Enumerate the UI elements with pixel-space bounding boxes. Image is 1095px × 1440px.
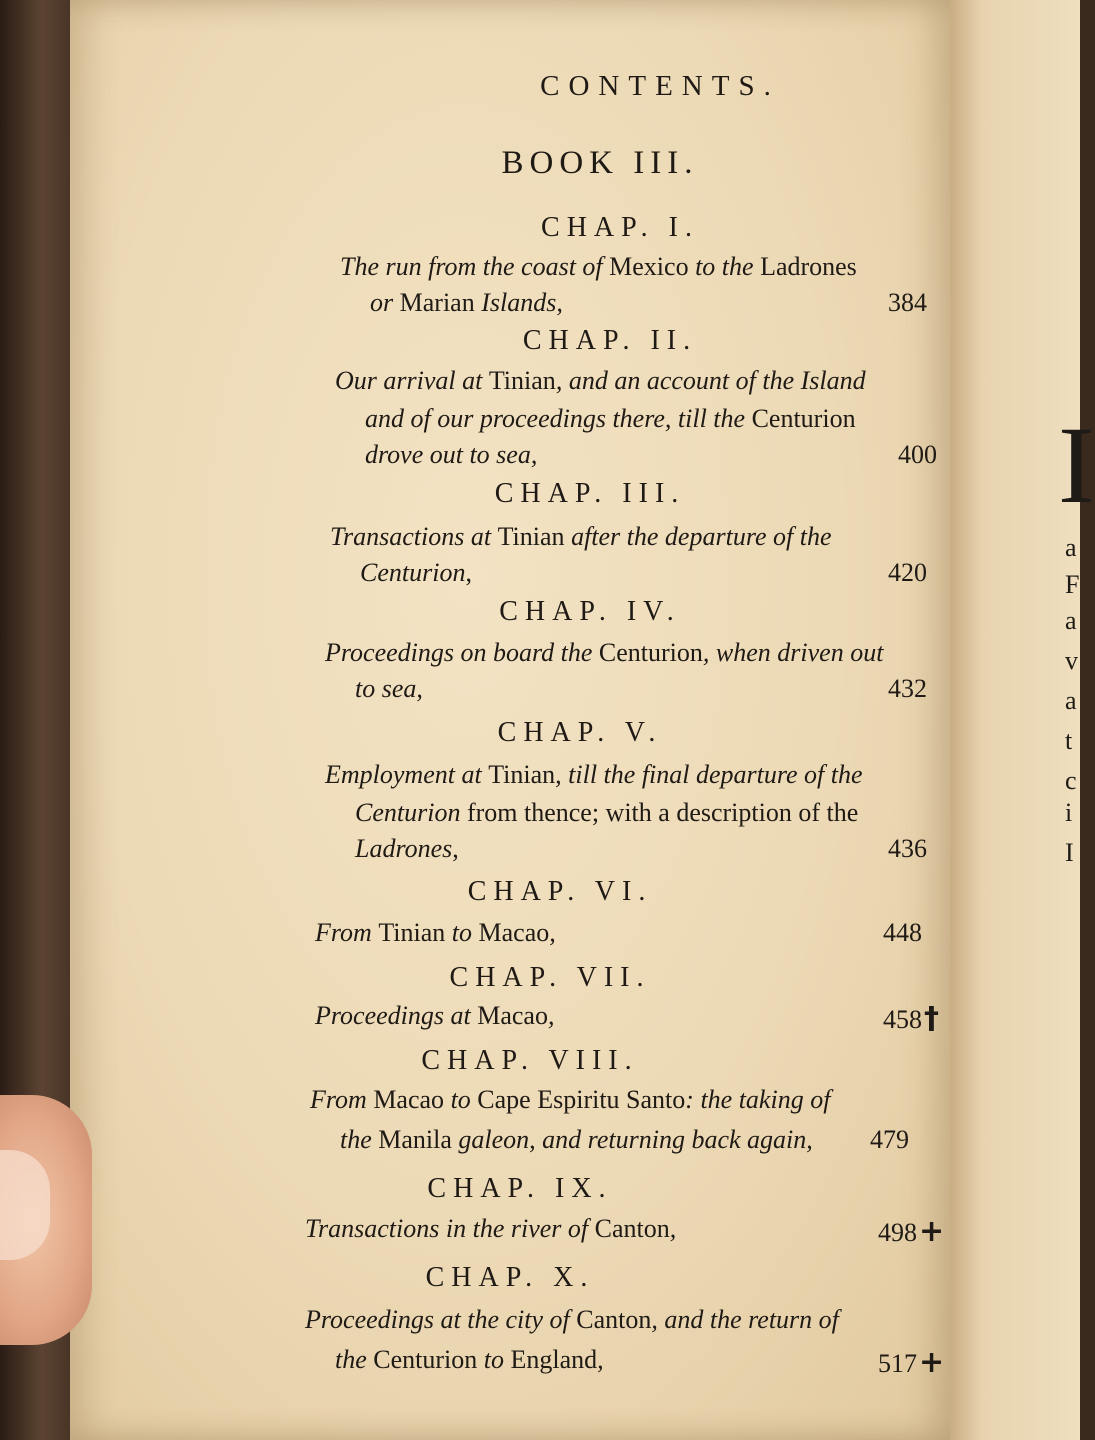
description-text: to the bbox=[688, 252, 761, 281]
left-book-page bbox=[70, 0, 950, 1440]
handwritten-mark: † bbox=[924, 1001, 939, 1036]
running-head: CONTENTS. bbox=[540, 70, 780, 102]
description-text: to sea, bbox=[355, 674, 423, 703]
description-text: : the taking of bbox=[685, 1085, 831, 1114]
place-name: Centurion bbox=[598, 638, 703, 667]
description-text: the bbox=[340, 1125, 379, 1154]
facing-page-letter: F bbox=[1065, 570, 1080, 599]
page-number bbox=[883, 918, 922, 948]
description-text: drove out to sea, bbox=[365, 440, 538, 469]
facing-page-letter: i bbox=[1065, 798, 1073, 827]
place-name: England bbox=[510, 1345, 598, 1374]
description-text: Ladrones bbox=[355, 834, 453, 863]
description-text: the bbox=[335, 1345, 374, 1374]
description-text: Transactions at bbox=[330, 522, 498, 551]
table-of-contents bbox=[300, 0, 945, 1440]
chapter-description-line bbox=[315, 918, 556, 948]
handwritten-mark: + bbox=[919, 1345, 945, 1380]
description-text: , bbox=[547, 1001, 555, 1030]
page-number-value: 420 bbox=[888, 558, 927, 587]
facing-page-letter: v bbox=[1065, 646, 1078, 675]
description-text: after the departure of the bbox=[564, 522, 832, 551]
description-text: , and an account of the Island bbox=[555, 366, 866, 395]
description-text: to bbox=[477, 1345, 511, 1374]
page-number bbox=[898, 440, 937, 470]
description-text: Centurion bbox=[355, 798, 461, 827]
chapter-description-line bbox=[305, 1214, 676, 1244]
page-number bbox=[883, 1001, 939, 1036]
chapter-heading: CHAP. X. bbox=[425, 1262, 595, 1293]
description-text: From bbox=[310, 1085, 374, 1114]
place-name: Macao bbox=[477, 1001, 548, 1030]
chapter-description-line bbox=[310, 1085, 830, 1115]
description-text: , when driven out bbox=[702, 638, 884, 667]
chapter-description-line bbox=[315, 1001, 554, 1031]
description-text: , bbox=[597, 1345, 604, 1374]
facing-page-letter: a bbox=[1065, 686, 1077, 715]
place-name: , bbox=[465, 558, 472, 587]
page-number-value: 436 bbox=[888, 834, 927, 863]
description-text: , and the return of bbox=[651, 1305, 839, 1334]
place-name: Tinian bbox=[497, 522, 565, 551]
facing-page-letter: a bbox=[1065, 606, 1077, 635]
page-number bbox=[888, 674, 927, 704]
page-number-value: 384 bbox=[888, 288, 927, 317]
page-number bbox=[878, 1214, 944, 1249]
page-number bbox=[870, 1125, 909, 1155]
chapter-description-line bbox=[325, 760, 863, 790]
description-text: Employment at bbox=[325, 760, 489, 789]
chapter-description-line bbox=[335, 366, 866, 396]
facing-page bbox=[950, 0, 1095, 1440]
description-text: Proceedings on board the bbox=[325, 638, 599, 667]
description-text: , bbox=[669, 1214, 677, 1243]
place-name: , bbox=[452, 834, 459, 863]
chapter-description-line bbox=[340, 252, 857, 282]
page-number-value: 458 bbox=[883, 1005, 922, 1034]
chapter-heading: CHAP. III. bbox=[494, 478, 686, 509]
chapter-description-line bbox=[365, 404, 856, 434]
place-name: Ladrones bbox=[760, 252, 857, 281]
chapter-description-line bbox=[370, 288, 563, 318]
chapter-description-line bbox=[325, 638, 883, 668]
place-name: Macao bbox=[373, 1085, 445, 1114]
description-text: Islands, bbox=[474, 288, 563, 317]
place-name: Centurion bbox=[751, 404, 856, 433]
chapter-heading: CHAP. I. bbox=[541, 212, 699, 243]
page-number-value: 517 bbox=[878, 1349, 917, 1378]
place-name: Marian bbox=[399, 288, 475, 317]
place-name: Tinian bbox=[488, 366, 556, 395]
place-name: Macao bbox=[478, 918, 550, 947]
chapter-heading: CHAP. VII. bbox=[449, 962, 651, 993]
page-number bbox=[888, 288, 927, 318]
chapter-description-line bbox=[340, 1125, 813, 1155]
description-text: Proceedings at bbox=[315, 1001, 478, 1030]
description-text: to bbox=[445, 918, 479, 947]
page-number-value: 432 bbox=[888, 674, 927, 703]
description-text: , bbox=[549, 918, 556, 947]
chapter-description-line bbox=[365, 440, 537, 470]
page-number bbox=[878, 1345, 944, 1380]
chapter-description-line bbox=[355, 834, 459, 864]
facing-page-letter: c bbox=[1065, 766, 1077, 795]
place-name: Centurion bbox=[373, 1345, 478, 1374]
place-name: from thence; with a description of the bbox=[460, 798, 859, 827]
chapter-heading: CHAP. IX. bbox=[427, 1173, 613, 1204]
chapter-heading: CHAP. II. bbox=[522, 325, 698, 356]
facing-page-letter: I bbox=[1065, 838, 1074, 867]
description-text: galeon, and returning back again, bbox=[451, 1125, 813, 1154]
description-text: From bbox=[315, 918, 379, 947]
chapter-description-line bbox=[355, 798, 858, 828]
page-number-value: 448 bbox=[883, 918, 922, 947]
page-number-value: 498 bbox=[878, 1218, 917, 1247]
place-name: Cape Espiritu Santo bbox=[477, 1085, 686, 1114]
description-text: Our arrival at bbox=[335, 366, 489, 395]
description-text: to bbox=[444, 1085, 478, 1114]
description-text: Transactions in the river of bbox=[305, 1214, 595, 1243]
description-text: Proceedings at the city of bbox=[305, 1305, 577, 1334]
page-number bbox=[888, 834, 927, 864]
chapter-description-line bbox=[305, 1305, 839, 1335]
page-number bbox=[888, 558, 927, 588]
chapter-description-line bbox=[360, 558, 472, 588]
chapter-heading: CHAP. VIII. bbox=[421, 1045, 639, 1076]
description-text: or bbox=[370, 288, 400, 317]
chapter-description-line bbox=[330, 522, 832, 552]
description-text: The run from the coast of bbox=[340, 252, 610, 281]
drop-cap: I bbox=[1058, 404, 1095, 526]
book-title: BOOK III. bbox=[501, 145, 699, 181]
place-name: Tinian bbox=[488, 760, 556, 789]
handwritten-mark: + bbox=[919, 1214, 945, 1249]
place-name: Tinian bbox=[378, 918, 446, 947]
chapter-heading: CHAP. V. bbox=[497, 717, 663, 748]
chapter-heading: CHAP. IV. bbox=[499, 596, 681, 627]
facing-page-letter: t bbox=[1065, 726, 1073, 755]
place-name: Canton bbox=[594, 1214, 670, 1243]
place-name: Mexico bbox=[609, 252, 689, 281]
description-text: , till the final departure of the bbox=[555, 760, 863, 789]
facing-page-letter: a bbox=[1065, 533, 1077, 562]
page-number-value: 479 bbox=[870, 1125, 909, 1154]
chapter-description-line bbox=[335, 1345, 604, 1375]
description-text: and of our proceedings there, till the bbox=[365, 404, 752, 433]
chapter-heading: CHAP. VI. bbox=[467, 876, 653, 907]
place-name: Manila bbox=[378, 1125, 452, 1154]
page-number-value: 400 bbox=[898, 440, 937, 469]
place-name: Canton bbox=[576, 1305, 652, 1334]
chapter-description-line bbox=[355, 674, 423, 704]
description-text: Centurion bbox=[360, 558, 466, 587]
